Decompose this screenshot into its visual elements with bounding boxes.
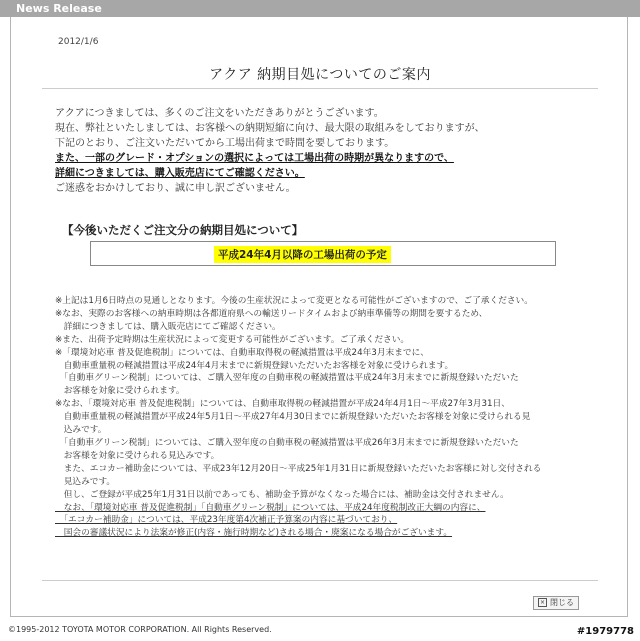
intro-bold-line: 詳細につきましては、購入販売店にてご確認ください。 [55,168,305,179]
intro-line: 下記のとおり、ご注文いただいてから工場出荷まで時間を要しております。 [55,138,395,149]
close-icon: × [539,599,546,606]
note-line: 「自動車グリーン税制」については、ご購入翌年度の自動車税の軽減措置は平成24年3月末までに新規登録いただいた [55,373,519,384]
note-line: 込みです。 [55,425,107,436]
note-line: また、エコカー補助金については、平成23年12月20日～平成25年1月31日に新規登録いただいたお客様に対し交付される [55,463,542,474]
release-date: 2012/1/6 [58,37,99,47]
notice-highlight: 平成24年4月以降の工場出荷の予定 [214,246,391,263]
note-line: ※なお、「環境対応車 普及促進税制」については、自動車取得税の軽減措置が平成24年4月1日～平成27年3月31日、 [55,399,510,410]
note-line: 「自動車グリーン税制」については、ご購入翌年度の自動車税の軽減措置は平成26年3月末までに新規登録いただいた [55,437,519,448]
note-line: 但し、ご登録が平成25年1月31日以前であっても、補助金予算がなくなった場合には、補助金は交付されません。 [55,489,509,500]
divider-top [42,88,598,89]
note-line-underlined: なお、「環境対応車 普及促進税制」「自動車グリーン税制」については、平成24年度税制改正大綱の内容に、 [55,502,486,513]
note-line: お客様を対象に受けられる見込みです。 [55,450,220,461]
copyright: ©1995-2012 TOYOTA MOTOR CORPORATION. All Rights Reserved. [8,625,272,634]
note-line-underlined: 国会の審議状況により法案が修正(内容・施行時期など)される場合・廃案になる場合がございます。 [55,528,453,539]
note-line: ※また、出荷予定時期は生産状況によって変更する可能性がございます。ご了承ください。 [55,334,410,345]
note-line: ※なお、実際のお客様への納車時期は各都道府県への輸送リードタイムおよび納車準備等の期間を要するため、 [55,308,488,319]
intro-text [55,106,615,196]
intro-line: 現在、弊社といたしましては、お客様への納期短縮に向け、最大限の取組みをしておりますが、 [55,123,485,134]
note-line-underlined: 「エコカー補助金」については、平成23年度第4次補正予算案の内容に基づいており、 [55,515,398,526]
note-line: お客様を対象に受けられます。 [55,386,185,397]
image-id-stamp: #1979778 [576,626,634,637]
note-line: 自動車重量税の軽減措置が平成24年5月1日～平成27年4月30日までに新規登録いただいたお客様を対象に受けられる見 [55,412,531,423]
header-title: News Release [16,2,102,15]
intro-bold-line: また、一部のグレード・オプションの選択によっては工場出荷の時期が異なりますので、 [55,153,454,164]
note-line: 自動車重量税の軽減措置は平成24年4月末までに新規登録いただいたお客様を対象に受けられます。 [55,360,454,371]
notes-block [55,295,625,540]
note-line: ※「環境対応車 普及促進税制」については、自動車取得税の軽減措置は平成24年3月末までに、 [55,347,429,358]
note-line: ※上記は1月6日時点の見通しとなります。今後の生産状況によって変更となる可能性がございますので、ご了承ください。 [55,296,533,306]
page-title: アクア 納期目処についてのご案内 [209,67,431,83]
header-bar [0,0,640,17]
note-line: 見込みです。 [55,476,116,487]
divider-bottom [42,580,598,581]
close-button-label: 閉じる [550,598,574,607]
intro-line: アクアにつきましては、多くのご注文をいただきありがとうございます。 [55,108,384,119]
intro-line: ご迷惑をおかけしており、誠に申し訳ございません。 [55,183,296,194]
section-heading: 【今後いただくご注文分の納期目処について】 [62,223,304,237]
note-line: 詳細につきましては、購入販売店にてご確認ください。 [55,321,281,332]
close-button[interactable] [533,596,579,610]
